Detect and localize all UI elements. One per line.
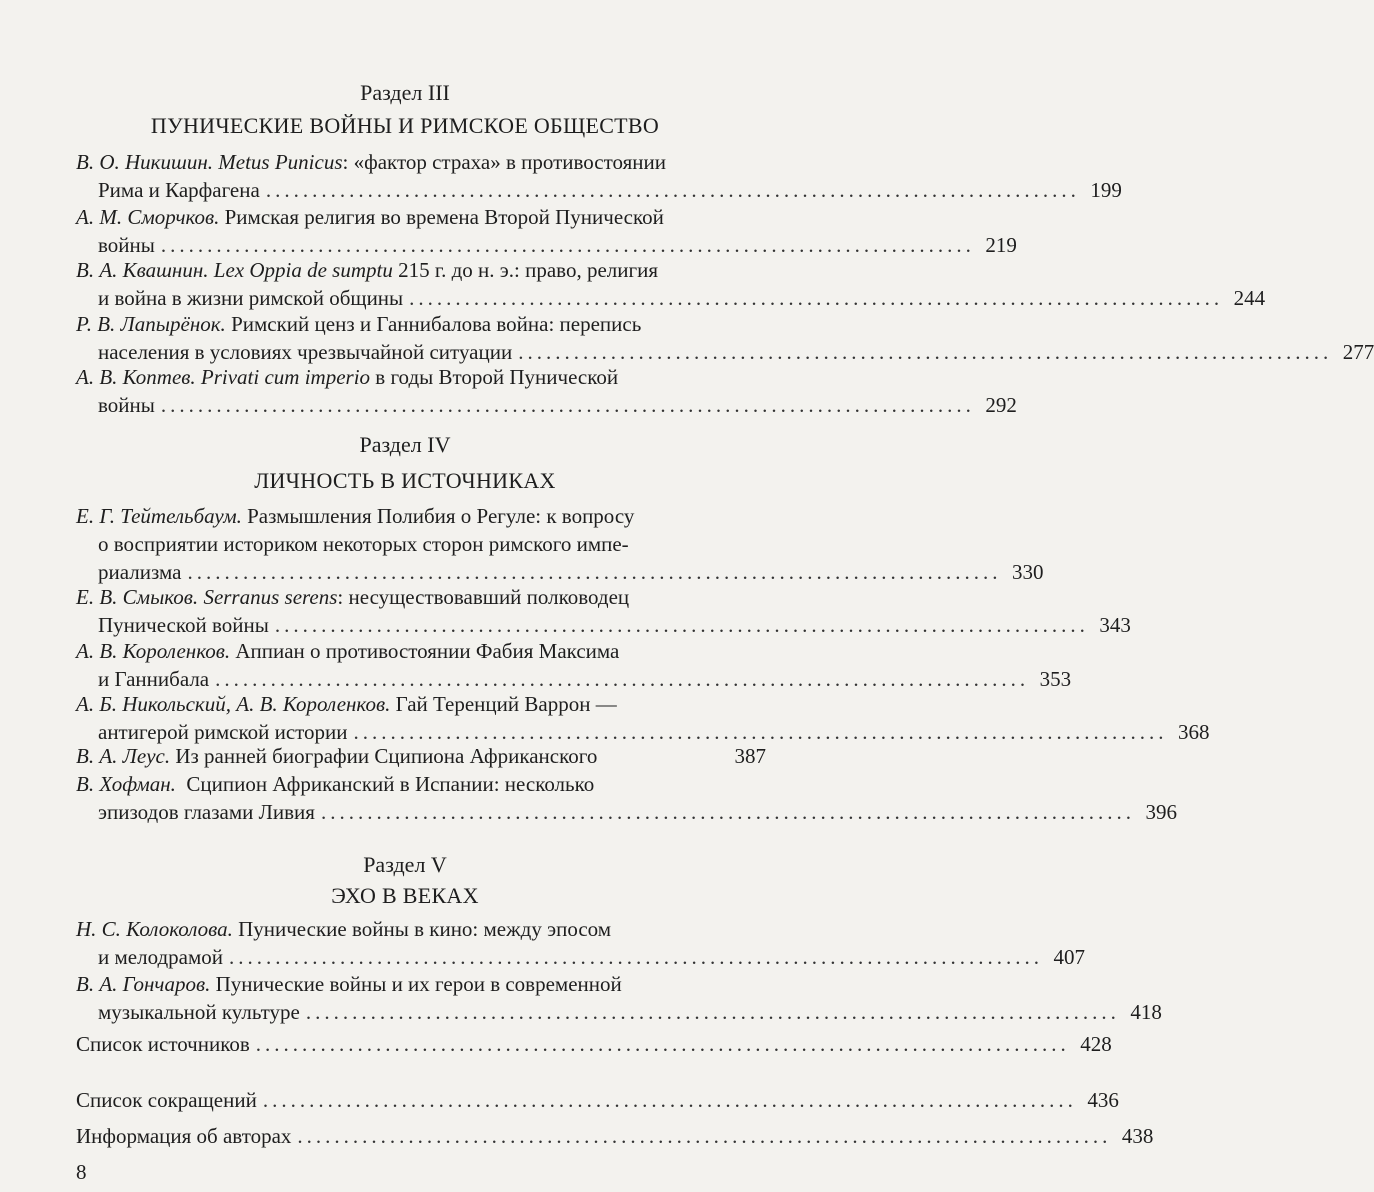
entry-line: войны [98,233,155,257]
entry-line: эпизодов глазами Ливия [98,800,315,824]
section-title: ПУНИЧЕСКИЕ ВОЙНЫ И РИМСКОЕ ОБЩЕСТВО [150,113,660,138]
entry-title: Список сокращений [76,1088,257,1112]
entry-page: 436 [1087,1088,1119,1112]
entry-author: А. В. Короленков. [76,639,231,663]
entry-author: А. Б. Никольский, А. В. Короленков. [76,692,391,716]
toc-entry: А. Б. Никольский, А. В. Короленков. Гай Теренций Варрон — антигерой римской истории ........................................................................................ 368 [76,692,1210,744]
toc-entry: Список источников ........................................................................................ 428 [76,1032,1112,1056]
entry-line: Пунические войны в кино: между эпосом [238,917,612,941]
entry-line: Сципион Африканский в Испании: несколько [186,772,595,796]
entry-author: Е. Г. Тейтельбаум. [76,504,242,528]
entry-line: Аппиан о противостоянии Фабия Максима [235,639,620,663]
entry-page: 396 [1145,800,1177,824]
entry-line: и война в жизни римской общины [98,286,404,310]
entry-author: А. В. Коптев. [76,365,196,389]
toc-entry: Информация об авторах ........................................................................................ 438 [76,1124,1154,1148]
entry-author: В. А. Гончаров. [76,972,211,996]
section-label: Раздел IV [359,432,451,457]
entry-line: Римский ценз и Ганнибалова война: перепись [231,312,642,336]
entry-page: 438 [1121,1124,1154,1148]
entry-page: 292 [985,393,1017,417]
toc-entry: Н. С. Колоколова. Пунические войны в кино: между эпосом и мелодрамой ........................................................................................ 407 [76,917,1086,969]
entry-page: 428 [1080,1032,1112,1056]
entry-page: 277 [1342,340,1374,364]
toc-entry: В. А. Квашнин. Lex Oppia de sumptu 215 г. до н. э.: право, религия и война в жизни римской общины ........................................................................................ 244 [76,258,1266,310]
toc-entry: В. А. Гончаров. Пунические войны и их герои в современной музыкальной культуре ........................................................................................ 418 [76,972,1162,1024]
toc-entry: В. Хофман. Сципион Африканский в Испании: несколько эпизодов глазами Ливия ........................................................................................ 396 [76,772,1177,824]
entry-line: риализма [98,560,182,584]
entry-line: Пунические войны и их герои в современной [215,972,622,996]
section-title: ЭХО В ВЕКАХ [331,883,479,908]
entry-line: музыкальной культуре [98,1000,300,1024]
section-title: ЛИЧНОСТЬ В ИСТОЧНИКАХ [254,468,556,493]
toc-entry: А. В. Короленков. Аппиан о противостоянии Фабия Максима и Ганнибала ........................................................................................ 353 [76,639,1072,691]
entry-author: В. О. Никишин. [76,150,214,174]
entry-page: 368 [1178,720,1210,744]
toc-entry: А. В. Коптев. Privati cum imperio в годы Второй Пунической войны ........................................................................................ 292 [76,365,1017,417]
entry-title: Список источников [76,1032,250,1056]
entry-author: Р. В. Лапырёнок. [76,312,226,336]
entry-page: 387 [734,744,766,768]
entry-line: антигерой римской истории [98,720,348,744]
entry-line: Гай Теренций Варрон — [395,692,617,716]
toc-entry: Список сокращений ........................................................................................ 436 [76,1088,1119,1112]
entry-line: Римская религия во времена Второй Пунической [224,205,664,229]
entry-line: Пунической войны [98,613,269,637]
entry-line: и мелодрамой [98,945,224,969]
entry-author: Е. В. Смыков. [76,585,199,609]
entry-line: и Ганнибала [98,667,210,691]
entry-page: 219 [985,233,1017,257]
section-label: Раздел V [363,852,447,877]
entry-page: 199 [1090,178,1122,202]
entry-line: о восприятии историком некоторых сторон римского импе- [98,532,629,556]
toc-entry: Р. В. Лапырёнок. Римский ценз и Ганнибалова война: перепись населения в условиях чрезвычайной ситуации ........................................................................................ 277 [76,312,1374,364]
entry-line: войны [98,393,155,417]
entry-author: А. М. Сморчков. [76,205,220,229]
entry-line: населения в условиях чрезвычайной ситуации [98,340,513,364]
entry-line: Рима и Карфагена [98,178,260,202]
entry-page: 343 [1099,613,1131,637]
toc-entry: А. М. Сморчков. Римская религия во времена Второй Пунической войны ........................................................................................ 219 [76,205,1017,257]
page-number: 8 [76,1160,87,1184]
entry-line: Из ранней биографии Сципиона Африканского [175,744,598,768]
entry-author: Н. С. Колоколова. [76,917,233,941]
entry-page: 244 [1233,286,1266,310]
entry-line: Размышления Полибия о Регуле: к вопросу [247,504,635,528]
toc-entry: Е. Г. Тейтельбаум. Размышления Полибия о Регуле: к вопросу о восприятии историком некоторых сторон римского импе- риализма ........................................................................................ 330 [76,504,1044,584]
entry-page: 407 [1053,945,1086,969]
entry-author: В. А. Леус. [76,744,171,768]
entry-author: В. А. Квашнин. [76,258,209,282]
entry-page: 418 [1130,1000,1162,1024]
toc-entry: В. О. Никишин. Metus Punicus: «фактор страха» в противостоянии Рима и Карфагена ........................................................................................ 199 [76,150,1122,202]
entry-title: Информация об авторах [76,1124,292,1148]
toc-entry [76,742,766,770]
entry-page: 353 [1039,667,1072,691]
section-label: Раздел III [360,80,450,105]
toc-entry: Е. В. Смыков. Serranus serens: несуществовавший полководец Пунической войны ........................................................................................ 343 [76,585,1131,637]
entry-page: 330 [1011,560,1044,584]
entry-author: В. Хофман. [76,772,176,796]
